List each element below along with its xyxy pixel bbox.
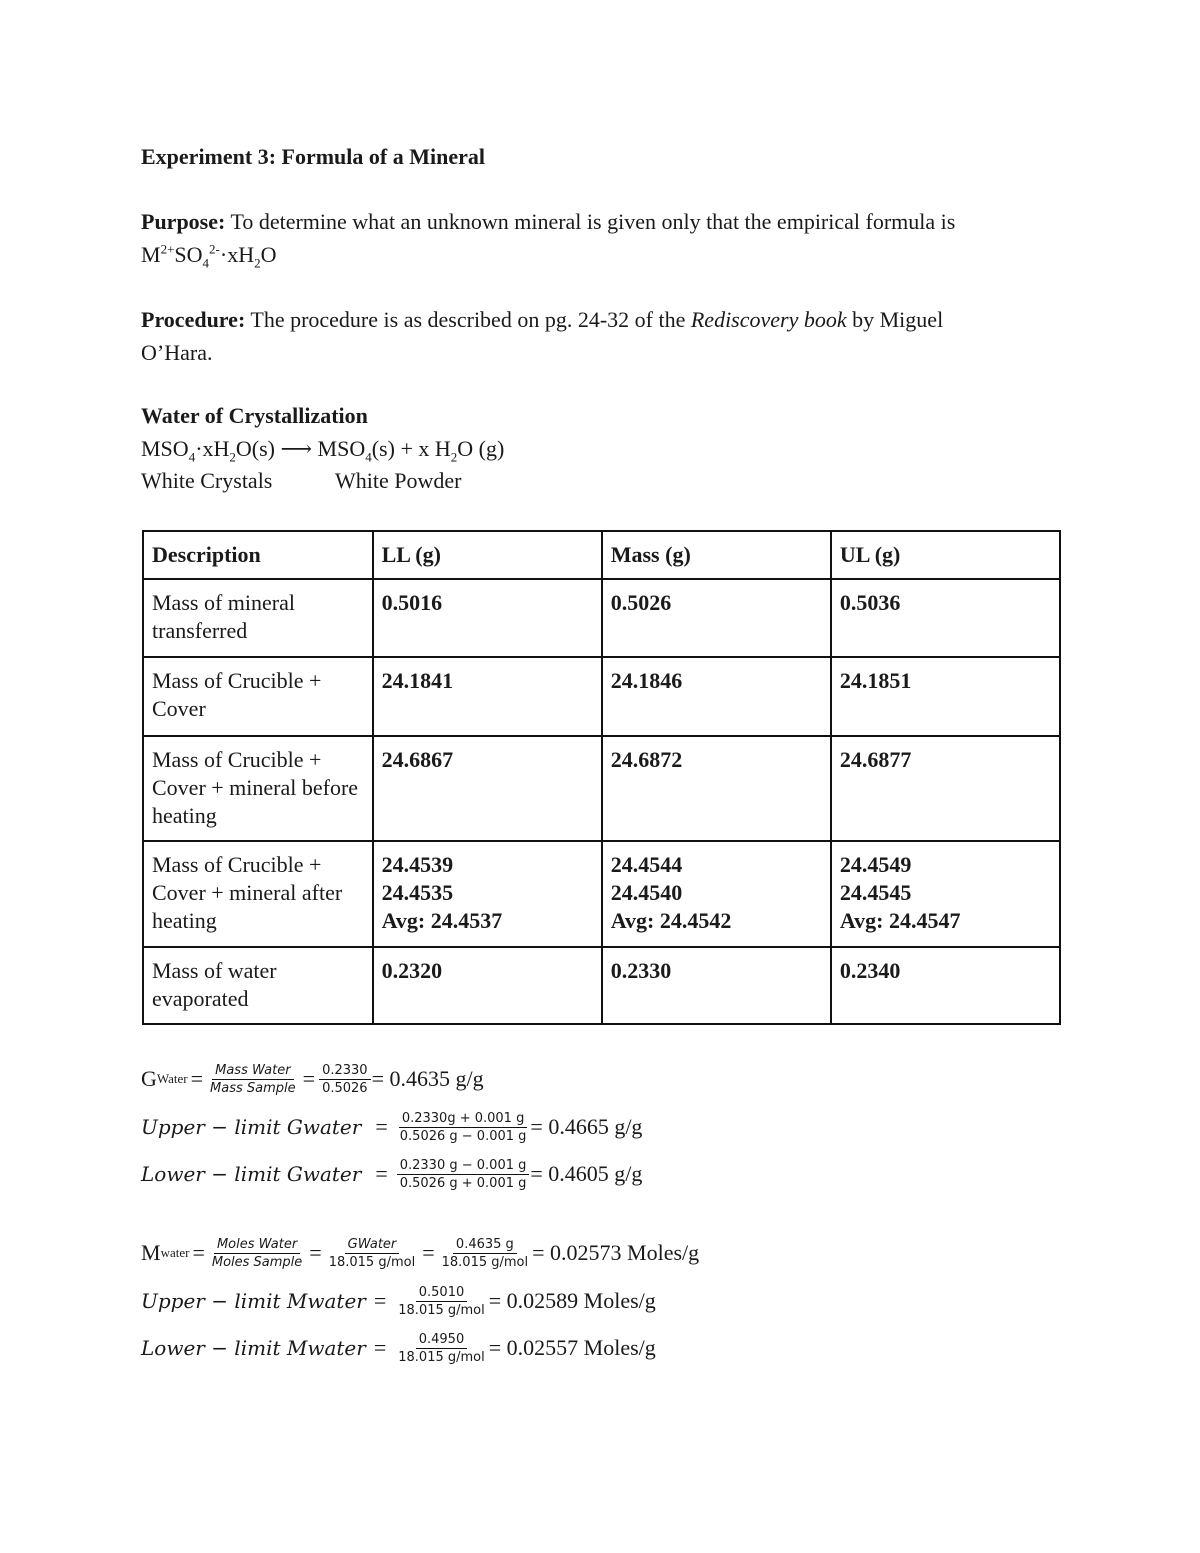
row-ul: 0.5036 (831, 579, 1060, 657)
row-description: Mass of Crucible + Cover + mineral after heating (143, 841, 373, 947)
ll-reading-2: 24.4535 (381, 880, 454, 905)
header-mass: Mass (g) (602, 531, 831, 579)
purpose-line (141, 207, 955, 237)
reaction-part: MSO (141, 436, 189, 461)
reaction-sub: 4 (188, 449, 196, 465)
row-ll: 0.2320 (373, 947, 602, 1024)
state-left: White Crystals (141, 468, 273, 493)
fraction: $\frac{\text{Mass Water}}{\text{Mass Sample}}$ (210, 1062, 296, 1096)
reaction-sub: 4 (365, 449, 372, 465)
row-description: Mass of mineral transferred (143, 579, 373, 657)
m-result: = 0.02573 Moles/g (532, 1240, 700, 1265)
section-heading: Water of Crystallization (141, 403, 368, 428)
reaction-sub: 2 (229, 449, 236, 465)
equation-g-lower: Lower − limit Gwater = $\frac{0.2330 g - 0.001 g}{0.5026 g + 0.001 g}$ = 0.4605 g/g (141, 1157, 643, 1191)
purpose-label: Purpose: (141, 209, 226, 234)
equation-m-water: M water = $\frac{\text{Moles Water}}{\text{Moles Sample}}$ = $\frac{\text{GWater}}{\text{18.015 g/mol}}$ = $\frac{0.4635 g}{\text{18.015 g/mol}}$ = 0.02573 Moles/g (141, 1236, 700, 1270)
formula-sulfate: SO (174, 242, 203, 267)
row-mass: 24.6872 (602, 736, 831, 841)
row-description: Mass of water evaporated (143, 947, 373, 1024)
table-row (143, 736, 1060, 841)
reaction-part: (s) + x H (371, 436, 451, 461)
equation-m-lower: Lower − limit Mwater = $\frac{0.4950}{\text{18.015 g/mol}}$ = 0.02557 Moles/g (141, 1331, 656, 1365)
empirical-formula (141, 240, 276, 270)
m-symbol: M (141, 1240, 161, 1265)
row-ul: 24.1851 (831, 657, 1060, 736)
ul-reading-2: 24.4545 (839, 880, 912, 905)
row-description: Mass of Crucible + Cover + mineral before heating (143, 736, 373, 841)
row-ll: 24.1841 (373, 657, 602, 736)
row-ll (373, 841, 602, 947)
table-row (143, 657, 1060, 736)
header-description: Description (143, 531, 373, 579)
procedure-text: The procedure is as described on pg. 24-32 of the (250, 307, 686, 332)
g-result: = 0.4635 g/g (371, 1066, 484, 1091)
mass-reading-2: 24.4540 (610, 880, 683, 905)
procedure-line (141, 305, 943, 335)
table-row (143, 841, 1060, 947)
row-mass: 24.1846 (602, 657, 831, 736)
m-lower-label: Lower − limit Mwater (141, 1336, 366, 1360)
procedure-author: by Miguel (852, 307, 944, 332)
mass-average: Avg: 24.4542 (610, 908, 732, 933)
document-title: Experiment 3: Formula of a Mineral (141, 144, 485, 169)
equation-g-upper: Upper − limit Gwater = $\frac{0.2330g + 0.001 g}{0.5026 g - 0.001 g}$ = 0.4665 g/g (141, 1110, 643, 1144)
header-ll: LL (g) (373, 531, 602, 579)
purpose-text: To determine what an unknown mineral is given only that the empirical formula is (230, 209, 956, 234)
row-mass (602, 841, 831, 947)
row-ul (831, 841, 1060, 947)
reaction-part: O(s) ⟶ MSO (235, 436, 366, 461)
row-mass: 0.2330 (602, 947, 831, 1024)
header-ul: UL (g) (831, 531, 1060, 579)
equation-g-water: G Water = $\frac{\text{Mass Water}}{\text{Mass Sample}}$ = $\frac{0.2330}{0.5026}$ = 0.4635 g/g (141, 1062, 484, 1096)
reaction-equation (141, 434, 504, 464)
row-ul: 24.6877 (831, 736, 1060, 841)
procedure-label: Procedure: (141, 307, 246, 332)
g-upper-result: = 0.4665 g/g (530, 1114, 643, 1139)
mass-data-table (142, 530, 1061, 1025)
fraction: $\frac{0.4950}{\text{18.015 g/mol}}$ (398, 1331, 485, 1365)
ul-average: Avg: 24.4547 (839, 908, 961, 933)
row-mass: 0.5026 (602, 579, 831, 657)
ll-average: Avg: 24.4537 (381, 908, 503, 933)
fraction: $\frac{0.4635 g}{\text{18.015 g/mol}}$ (441, 1236, 529, 1270)
formula-oxygen: O (260, 242, 277, 267)
g-upper-label: Upper − limit Gwater (141, 1115, 362, 1139)
procedure-book: Rediscovery book (690, 307, 847, 332)
procedure-line-2: O’Hara. (141, 340, 213, 365)
formula-sulfate-sub: 4 (202, 255, 210, 271)
row-ul: 0.2340 (831, 947, 1060, 1024)
table-row (143, 579, 1060, 657)
table-row (143, 947, 1060, 1024)
g-lower-result: = 0.4605 g/g (530, 1161, 643, 1186)
mass-reading-1: 24.4544 (610, 852, 683, 877)
formula-hydrate: ·xH (219, 242, 255, 267)
m-lower-result: = 0.02557 Moles/g (488, 1335, 656, 1360)
reaction-sub: 2 (450, 449, 458, 465)
formula-metal-charge: 2+ (160, 241, 175, 257)
fraction: $\frac{\text{GWater}}{\text{18.015 g/mol}}$ (328, 1236, 416, 1270)
row-ll: 24.6867 (373, 736, 602, 841)
reaction-part: O (g) (457, 436, 505, 461)
fraction: $\frac{0.5010}{\text{18.015 g/mol}}$ (398, 1284, 485, 1318)
g-lower-label: Lower − limit Gwater (141, 1162, 362, 1186)
fraction: $\frac{\text{Moles Water}}{\text{Moles Sample}}$ (211, 1236, 303, 1270)
state-right: White Powder (335, 468, 462, 493)
fraction: $\frac{0.2330 g - 0.001 g}{0.5026 g + 0.001 g}$ (397, 1157, 530, 1192)
m-upper-result: = 0.02589 Moles/g (488, 1288, 656, 1313)
fraction: $\frac{0.2330}{0.5026}$ (319, 1062, 371, 1097)
fraction: $\frac{0.2330g + 0.001 g}{0.5026 g - 0.001 g}$ (399, 1110, 527, 1144)
row-description: Mass of Crucible + Cover (143, 657, 373, 736)
equation-m-upper: Upper − limit Mwater = $\frac{0.5010}{\text{18.015 g/mol}}$ = 0.02589 Moles/g (141, 1284, 656, 1318)
ll-reading-1: 24.4539 (381, 852, 454, 877)
row-ll: 0.5016 (373, 579, 602, 657)
reaction-part: ·xH (195, 436, 230, 461)
m-upper-label: Upper − limit Mwater (141, 1289, 366, 1313)
table-header-row (143, 531, 1060, 579)
formula-metal: M (141, 242, 161, 267)
formula-sulfate-charge: 2- (209, 241, 220, 257)
g-symbol: G (141, 1066, 157, 1091)
formula-hydrate-sub: 2 (254, 255, 261, 271)
ul-reading-1: 24.4549 (839, 852, 912, 877)
